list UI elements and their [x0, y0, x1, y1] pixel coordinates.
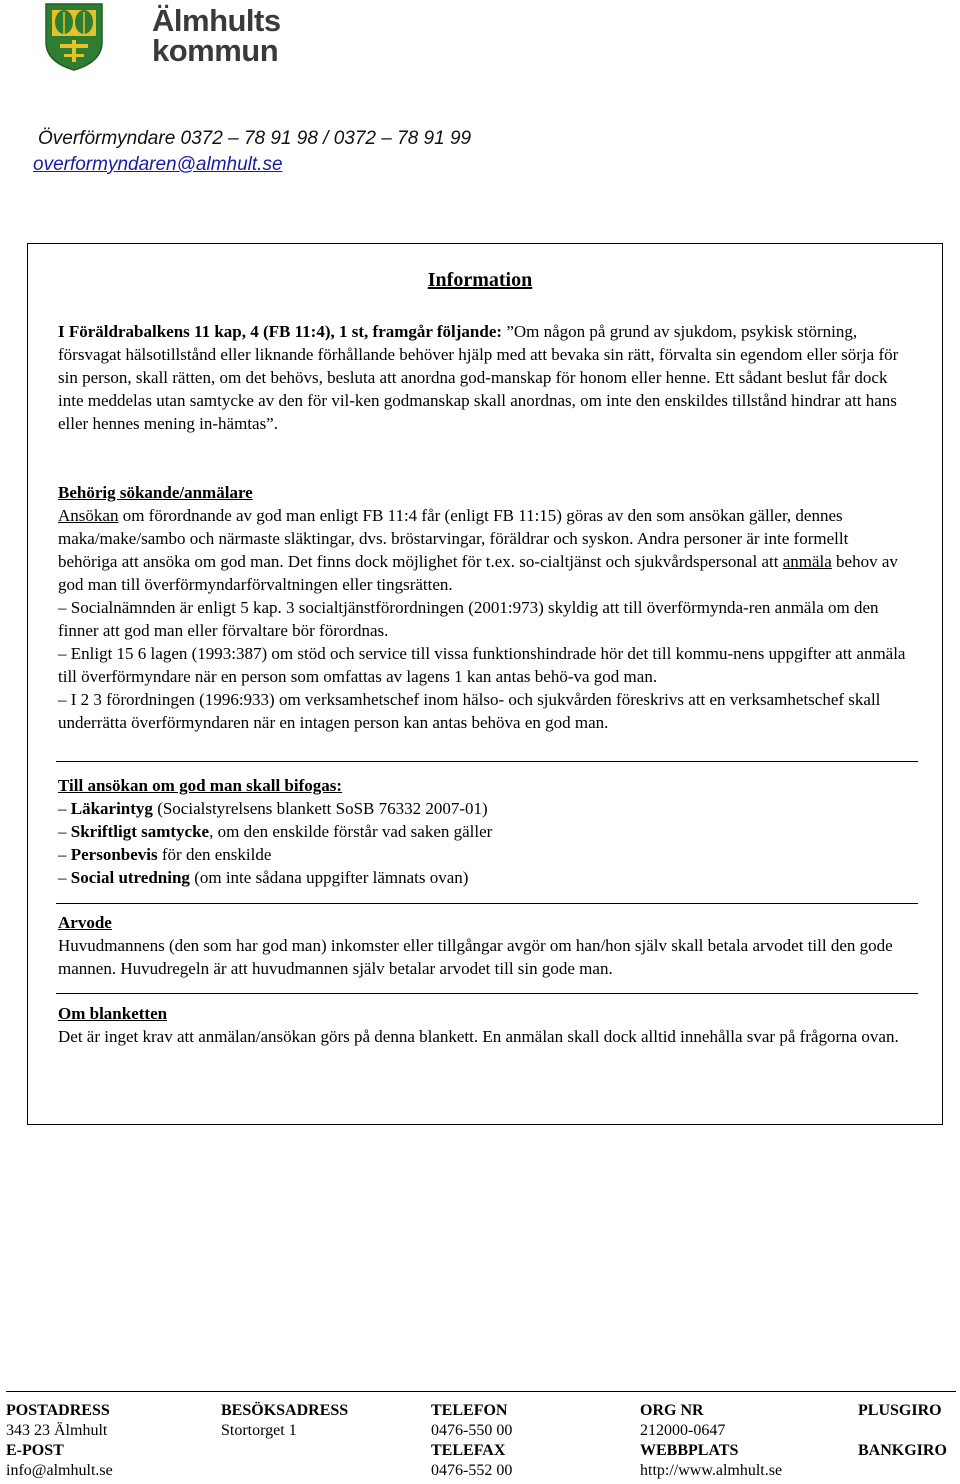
attachment-item: – Skriftligt samtycke, om den enskilde förstår vad saken gäller: [58, 822, 493, 841]
section-arvode-text: Huvudmannens (den som har god man) inkomster eller tillgångar avgör om han/hon själv skall betala arvodet till den gode mannen. Huvudregeln är att huvudmannen själv betalar arvodet till sin gode man.: [58, 936, 893, 978]
attachment-item: – Social utredning (om inte sådana uppgifter lämnats ovan): [58, 868, 469, 887]
section-blanketten: [58, 1002, 910, 1048]
footer-webbplats-value[interactable]: http://www.almhult.se: [640, 1462, 783, 1479]
attachment-item: – Läkarintyg (Socialstyrelsens blankett SoSB 76332 2007-01): [58, 799, 488, 818]
section-behorig: [58, 481, 910, 734]
attachment-item: – Personbevis för den enskilde: [58, 845, 272, 864]
footer-plusgiro-label: PLUSGIRO: [858, 1402, 942, 1419]
logo-text-line2: kommun: [152, 33, 279, 68]
footer-postadress-value: 343 23 Älmhult: [6, 1422, 108, 1439]
footer-orgnr-value: 212000-0647: [640, 1422, 726, 1439]
section-blanketten-text: Det är inget krav att anmälan/ansökan görs på denna blankett. En anmälan skall dock alltid innehålla svar på frågorna ovan.: [58, 1027, 899, 1046]
section-behorig-text-b: behov av god man till överförmyndarförvaltningen eller tingsrätten.: [58, 552, 898, 594]
footer-besoksadress-value: Stortorget 1: [221, 1422, 297, 1439]
footer-besoksadress-label: BESÖKSADRESS: [221, 1402, 349, 1419]
section-behorig-text-a: om förordnande av god man enligt FB 11:4 får (enligt FB 11:15) göras av den som ansökan gäller, dennes maka/make/sambo och närmaste släktingar, dvs. bröstarvingar, föräldrar och syskon. Andra personer är inte formellt behöriga att ansöka om god man. Det finns dock möjlighet för t.ex. so-cialtjänst och sjukvårdspersonal att: [58, 506, 849, 571]
logo-wordmark: [152, 3, 281, 68]
section-arvode-heading: Arvode: [58, 913, 112, 932]
footer-telefax-label: TELEFAX: [431, 1442, 506, 1459]
footer-postadress-label: POSTADRESS: [6, 1402, 110, 1419]
section-bifogas-heading: Till ansökan om god man skall bifogas:: [58, 776, 343, 795]
footer-divider: [6, 1391, 956, 1392]
footer-webbplats-label: WEBBPLATS: [640, 1442, 739, 1459]
lss-paragraph: – Enligt 15 6 lagen (1993:387) om stöd och service till vissa funktionshindrade hör det till kommu-nens uppgifter att anmäla till överförmyndare när en person som omfattas av lagens 1 kan antas behö-va god man.: [58, 644, 906, 686]
municipal-shield-icon: [42, 2, 106, 72]
almhult-logo: [42, 2, 281, 72]
intro-text: ”Om någon på grund av sjukdom, psykisk störning, försvagat hälsotillstånd eller liknande förhållande behöver hjälp med att bevaka sin rätt, förvalta sin egendom eller sörja för sin person, skall rätten, om det behövs, besluta att anordna god-manskap för honom eller henne. Ett sådant beslut får dock inte meddelas utan samtycke av den för vil-ken godmanskap skall anordnas, om inte den enskildes tillstånd hindrar att hans eller hennes mening in-hämtas”.: [58, 322, 899, 433]
footer-telefax-value: 0476-552 00: [431, 1462, 513, 1479]
overformyndare-phone: Överförmyndare 0372 – 78 91 98 / 0372 – 78 91 99: [38, 128, 472, 149]
section-behorig-heading: Behörig sökande/anmälare: [58, 483, 253, 502]
anmala-term: anmäla: [782, 552, 832, 571]
footer-orgnr-label: ORG NR: [640, 1402, 704, 1419]
footer-epost-value[interactable]: info@almhult.se: [6, 1462, 113, 1479]
verksamhetschef-paragraph: – I 2 3 förordningen (1996:933) om verksamhetschef inom hälso- och sjukvården föreskrivs att en verksamhetschef skall underrätta överförmyndaren när en intagen person kan antas behöva en god man.: [58, 690, 881, 732]
section-divider: [56, 993, 918, 994]
overformyndare-email-link[interactable]: overformyndaren@almhult.se: [33, 154, 283, 175]
information-title: Information: [427, 269, 533, 291]
socialnamnden-paragraph: – Socialnämnden är enligt 5 kap. 3 socialtjänstförordningen (2001:973) skyldig att till överförmynda-ren anmäla om den finner att god man eller förvaltare bör förordnas.: [58, 598, 879, 640]
section-divider: [56, 761, 918, 762]
section-blanketten-heading: Om blanketten: [58, 1004, 168, 1023]
section-divider: [56, 903, 918, 904]
section-bifogas: [58, 774, 910, 889]
intro-lead: I Föräldrabalkens 11 kap, 4 (FB 11:4), 1 st, framgår följande:: [58, 322, 503, 341]
footer-epost-label: E-POST: [6, 1442, 64, 1459]
logo-text-line1: Älmhults: [152, 3, 281, 38]
section-arvode: [58, 911, 910, 980]
footer-telefon-label: TELEFON: [431, 1402, 508, 1419]
footer-bankgiro-label: BANKGIRO: [858, 1442, 947, 1459]
intro-paragraph: [58, 320, 910, 435]
footer-telefon-value: 0476-550 00: [431, 1422, 513, 1439]
ansokan-term: Ansökan: [58, 506, 119, 525]
